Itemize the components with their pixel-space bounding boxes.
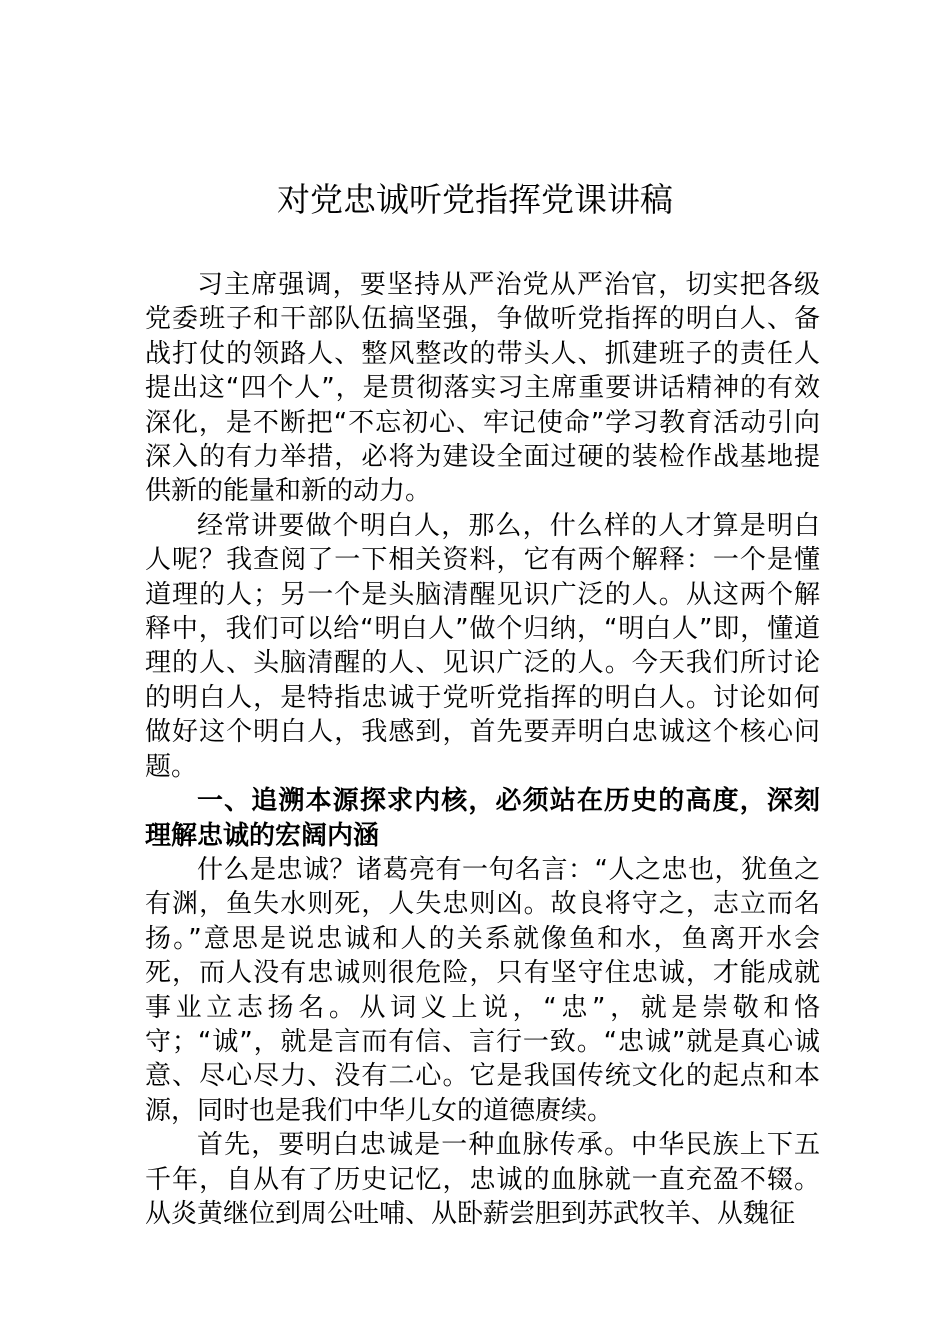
section-heading-1: 一、追溯本源探求内核，必须站在历史的高度，深刻理解忠诚的宏阔内涵 <box>145 786 820 851</box>
document-body <box>145 268 820 1231</box>
paragraph-bloodline: 首先，要明白忠诚是一种血脉传承。中华民族上下五千年，自从有了历史记忆，忠诚的血脉就一直充盈不辍。从炎黄继位到周公吐哺、从卧薪尝胆到苏武牧羊、从魏征 <box>145 1130 820 1229</box>
paragraph-intro: 习主席强调，要坚持从严治党从严治官，切实把各级党委班子和干部队伍搞坚强，争做听党指挥的明白人、备战打仗的领路人、整风整改的带头人、抓建班子的责任人提出这“四个人”，是贯彻落实习主席重要讲话精神的有效深化，是不断把“不忘初心、牢记使命”学习教育活动引向深入的有力举措，必将为建设全面过硬的装检作战基地提供新的能量和新的动力。 <box>145 270 820 507</box>
document-title: 对党忠诚听党指挥党课讲稿 <box>277 180 673 219</box>
paragraph-mingbairen: 经常讲要做个明白人，那么，什么样的人才算是明白人呢？我查阅了一下相关资料，它有两个解释：一个是懂道理的人；另一个是头脑清醒见识广泛的人。从这两个解释中，我们可以给“明白人”做个归纳，“明白人”即，懂道理的人、头脑清醒的人、见识广泛的人。今天我们所讨论的明白人，是特指忠诚于党听党指挥的明白人。讨论如何做好这个明白人，我感到，首先要弄明白忠诚这个核心问题。 <box>145 510 820 782</box>
paragraph-zhongcheng-definition: 什么是忠诚？诸葛亮有一句名言：“人之忠也，犹鱼之有渊，鱼失水则死，人失忠则凶。故良将守之，志立而名扬。”意思是说忠诚和人的关系就像鱼和水，鱼离开水会死，而人没有忠诚则很危险，只有坚守住忠诚，才能成就事业立志扬名。从词义上说，“忠”，就是崇敬和恪守；“诚”，就是言而有信、言行一致。“忠诚”就是真心诚意、尽心尽力、没有二心。它是我国传统文化的起点和本源，同时也是我们中华儿女的道德赓续。 <box>145 854 820 1126</box>
